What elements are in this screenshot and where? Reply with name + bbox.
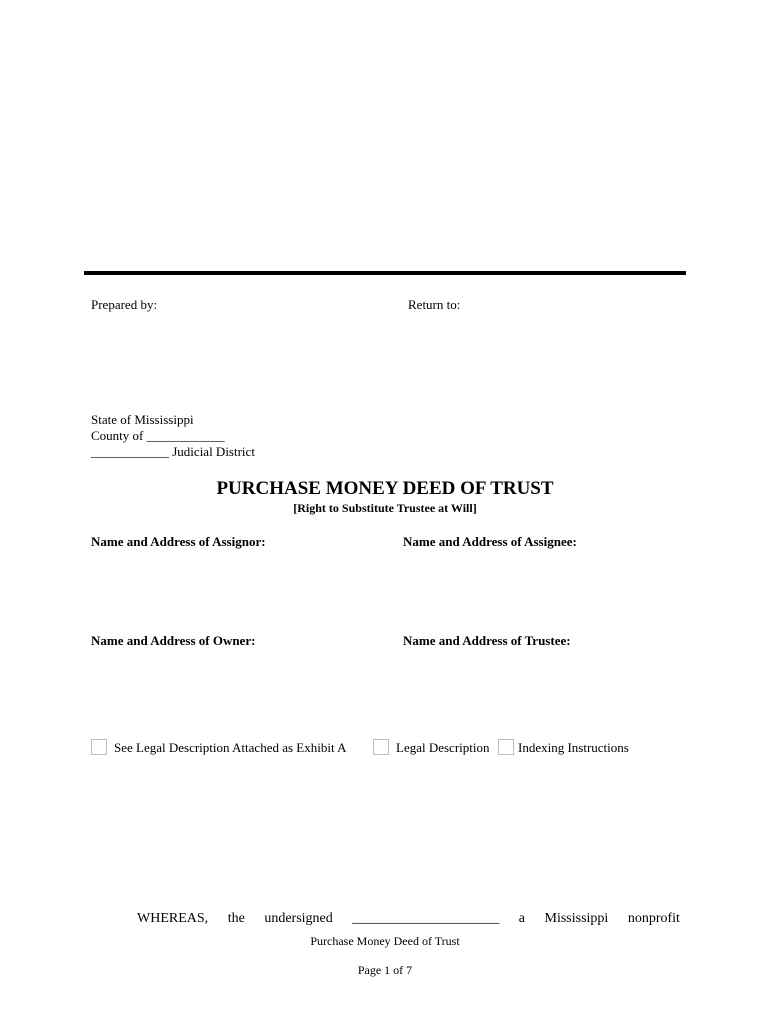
exhibit-a-checkbox-label: See Legal Description Attached as Exhibit A [114,740,347,755]
prepared-by-label: Prepared by: [91,297,158,312]
whereas-word: undersigned [264,911,333,926]
county-line: County of ____________ [91,428,225,443]
owner-label: Name and Address of Owner: [91,633,256,648]
state-line: State of Mississippi [91,412,194,427]
exhibit-a-checkbox[interactable] [91,739,107,755]
footer-document-name: Purchase Money Deed of Trust [310,934,460,948]
header-divider-rule [84,271,686,275]
document-title: PURCHASE MONEY DEED OF TRUST [216,478,554,499]
whereas-word: the [227,911,245,926]
judicial-district-line: ____________ Judicial District [91,444,255,459]
legal-description-checkbox[interactable] [373,739,389,755]
assignee-label: Name and Address of Assignee: [403,534,577,549]
grantor-name-blank: _____________________ [352,911,500,926]
whereas-paragraph-line [137,910,680,928]
legal-description-checkbox-label: Legal Description [396,740,490,755]
whereas-word: a [518,911,525,926]
indexing-instructions-checkbox-label: Indexing Instructions [518,740,629,755]
footer-page-number: Page 1 of 7 [357,963,413,977]
return-to-label: Return to: [408,297,461,312]
document-subtitle: [Right to Substitute Trustee at Will] [293,501,477,515]
trustee-label: Name and Address of Trustee: [403,633,571,648]
assignor-label: Name and Address of Assignor: [91,534,266,549]
whereas-word: Mississippi [544,911,609,926]
indexing-instructions-checkbox[interactable] [498,739,514,755]
whereas-word: nonprofit [627,911,680,926]
whereas-word: WHEREAS, [137,911,209,926]
